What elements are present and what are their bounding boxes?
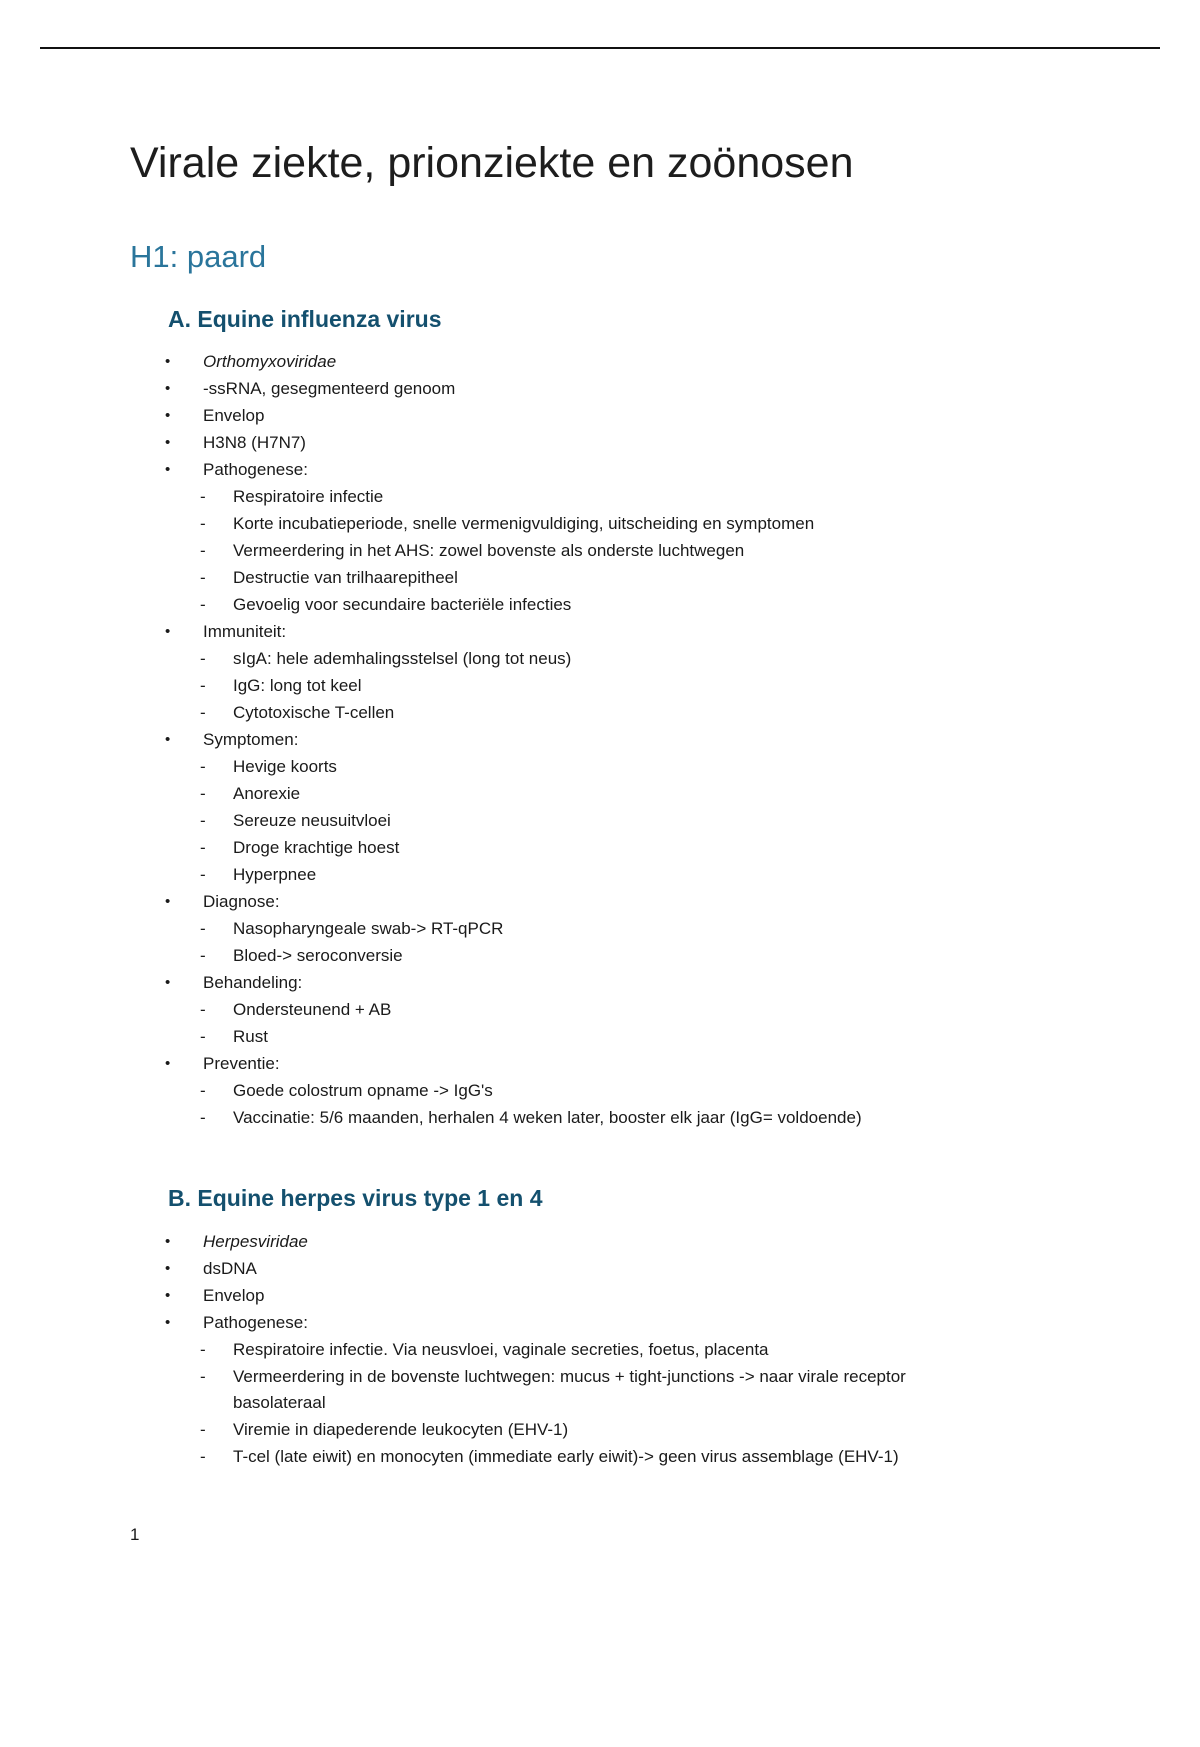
list-item-text: Cytotoxische T-cellen	[233, 703, 395, 723]
bullet-icon: •	[165, 380, 171, 398]
dash-icon: -	[200, 595, 206, 615]
list-item	[200, 943, 987, 969]
list-item-text: Symptomen:	[203, 730, 299, 750]
list-item	[165, 1256, 987, 1282]
list-item	[165, 457, 987, 483]
list-item	[165, 430, 987, 456]
chapter-heading: H1: paard	[130, 239, 267, 275]
bullet-icon: •	[165, 1313, 171, 1331]
bullet-icon: •	[165, 434, 171, 452]
list-item-text: dsDNA	[203, 1258, 257, 1278]
section-heading: A. Equine influenza virus	[168, 305, 442, 332]
list-item	[200, 1364, 987, 1416]
dash-icon: -	[200, 568, 206, 588]
list-item-text: Behandeling:	[203, 973, 303, 993]
list-item	[200, 1444, 987, 1470]
list-item	[165, 889, 987, 915]
list-item-text: T-cel (late eiwit) en monocyten (immediate early eiwit)-> geen virus assemblage (EHV-1)	[233, 1446, 899, 1466]
list-item-text: Herpesviridae	[203, 1231, 308, 1251]
bullet-icon: •	[165, 353, 171, 371]
bullet-icon: •	[165, 1286, 171, 1304]
list-item-text: Goede colostrum opname -> IgG's	[233, 1081, 493, 1101]
bullet-icon: •	[165, 407, 171, 425]
list-item	[165, 403, 987, 429]
list-item-text: Viremie in diapederende leukocyten (EHV-1)	[233, 1419, 569, 1439]
sections-container	[0, 306, 1200, 1470]
list-item-text: Nasopharyngeale swab-> RT-qPCR	[233, 919, 504, 939]
dash-icon: -	[200, 703, 206, 723]
dash-icon: -	[200, 1027, 206, 1047]
list-item	[200, 754, 987, 780]
list-item	[165, 349, 987, 375]
list-item	[200, 862, 987, 888]
list-item-text: Respiratoire infectie	[233, 487, 384, 507]
bullet-icon: •	[165, 974, 171, 992]
dash-icon: -	[200, 865, 206, 885]
list-item	[200, 1024, 987, 1050]
bullet-icon: •	[165, 893, 171, 911]
list-item	[165, 1051, 987, 1077]
document-title: Virale ziekte, prionziekte en zoönosen	[130, 139, 854, 187]
list-item	[165, 1229, 987, 1255]
list-item-text: Vermeerdering in het AHS: zowel bovenste als onderste luchtwegen	[233, 541, 745, 561]
dash-icon: -	[200, 541, 206, 561]
list-item-text: sIgA: hele ademhalingsstelsel (long tot neus)	[233, 649, 572, 669]
list-item	[200, 673, 987, 699]
list-item	[165, 376, 987, 402]
page-number: 1	[130, 1525, 140, 1544]
dash-icon: -	[200, 676, 206, 696]
list-item-text: Ondersteunend + AB	[233, 1000, 392, 1020]
list-item	[165, 727, 987, 753]
bullet-icon: •	[165, 1259, 171, 1277]
list-item	[200, 808, 987, 834]
list-item-text: IgG: long tot keel	[233, 676, 362, 696]
list-item	[200, 781, 987, 807]
list-item	[200, 592, 987, 618]
list-item-text: H3N8 (H7N7)	[203, 433, 306, 453]
dash-icon: -	[200, 1446, 206, 1466]
bullet-icon: •	[165, 1055, 171, 1073]
list-item	[165, 1283, 987, 1309]
list-item-text: Pathogenese:	[203, 460, 308, 480]
list-item-text: Preventie:	[203, 1054, 280, 1074]
list-item	[200, 700, 987, 726]
list-item	[200, 1105, 987, 1131]
header-rule	[40, 47, 1160, 49]
dash-icon: -	[200, 1000, 206, 1020]
dash-icon: -	[200, 946, 206, 966]
bullet-icon: •	[165, 461, 171, 479]
list-item	[200, 1417, 987, 1443]
list-item-text: Envelop	[203, 406, 265, 426]
list-item-text: Orthomyxoviridae	[203, 352, 337, 372]
section-list	[0, 1229, 1200, 1470]
list-item	[200, 1078, 987, 1104]
dash-icon: -	[200, 1108, 206, 1128]
dash-icon: -	[200, 919, 206, 939]
list-item	[200, 835, 987, 861]
list-item-text: Sereuze neusuitvloei	[233, 811, 391, 831]
list-item-text: Hevige koorts	[233, 757, 337, 777]
list-item-text: Droge krachtige hoest	[233, 838, 400, 858]
list-item	[165, 970, 987, 996]
list-item-text: Pathogenese:	[203, 1312, 308, 1332]
dash-icon: -	[200, 757, 206, 777]
bullet-icon: •	[165, 623, 171, 641]
list-item-text: Rust	[233, 1027, 268, 1047]
list-item-text: Korte incubatieperiode, snelle vermenigvuldiging, uitscheiding en symptomen	[233, 514, 815, 534]
list-item-text: Bloed-> seroconversie	[233, 946, 403, 966]
dash-icon: -	[200, 649, 206, 669]
bullet-icon: •	[165, 731, 171, 749]
dash-icon: -	[200, 1081, 206, 1101]
list-item	[200, 565, 987, 591]
list-item	[165, 1310, 987, 1336]
document-page	[0, 47, 1200, 1544]
list-item-text: Respiratoire infectie. Via neusvloei, vaginale secreties, foetus, placenta	[233, 1339, 769, 1359]
section-heading: B. Equine herpes virus type 1 en 4	[168, 1185, 543, 1212]
bullet-icon: •	[165, 1232, 171, 1250]
list-item-text: Destructie van trilhaarepitheel	[233, 568, 458, 588]
list-item	[200, 997, 987, 1023]
list-item	[200, 511, 987, 537]
list-item	[200, 538, 987, 564]
list-item	[200, 916, 987, 942]
dash-icon: -	[200, 514, 206, 534]
list-item	[200, 646, 987, 672]
list-item	[165, 619, 987, 645]
list-item-text: Anorexie	[233, 784, 301, 804]
list-item-text: -ssRNA, gesegmenteerd genoom	[203, 379, 456, 399]
dash-icon: -	[200, 1366, 206, 1386]
list-item-text: Vaccinatie: 5/6 maanden, herhalen 4 weken later, booster elk jaar (IgG= voldoende)	[233, 1108, 862, 1128]
list-item-text: Vermeerdering in de bovenste luchtwegen: mucus + tight-junctions -> naar virale receptor basolateraal	[233, 1366, 906, 1412]
list-item-text: Immuniteit:	[203, 622, 287, 642]
list-item-text: Gevoelig voor secundaire bacteriële infecties	[233, 595, 572, 615]
section-list	[0, 349, 1200, 1131]
dash-icon: -	[200, 838, 206, 858]
list-item	[200, 1337, 987, 1363]
dash-icon: -	[200, 1419, 206, 1439]
dash-icon: -	[200, 1339, 206, 1359]
dash-icon: -	[200, 487, 206, 507]
list-item	[200, 484, 987, 510]
dash-icon: -	[200, 811, 206, 831]
list-item-text: Envelop	[203, 1285, 265, 1305]
list-item-text: Diagnose:	[203, 892, 280, 912]
list-item-text: Hyperpnee	[233, 865, 317, 885]
dash-icon: -	[200, 784, 206, 804]
